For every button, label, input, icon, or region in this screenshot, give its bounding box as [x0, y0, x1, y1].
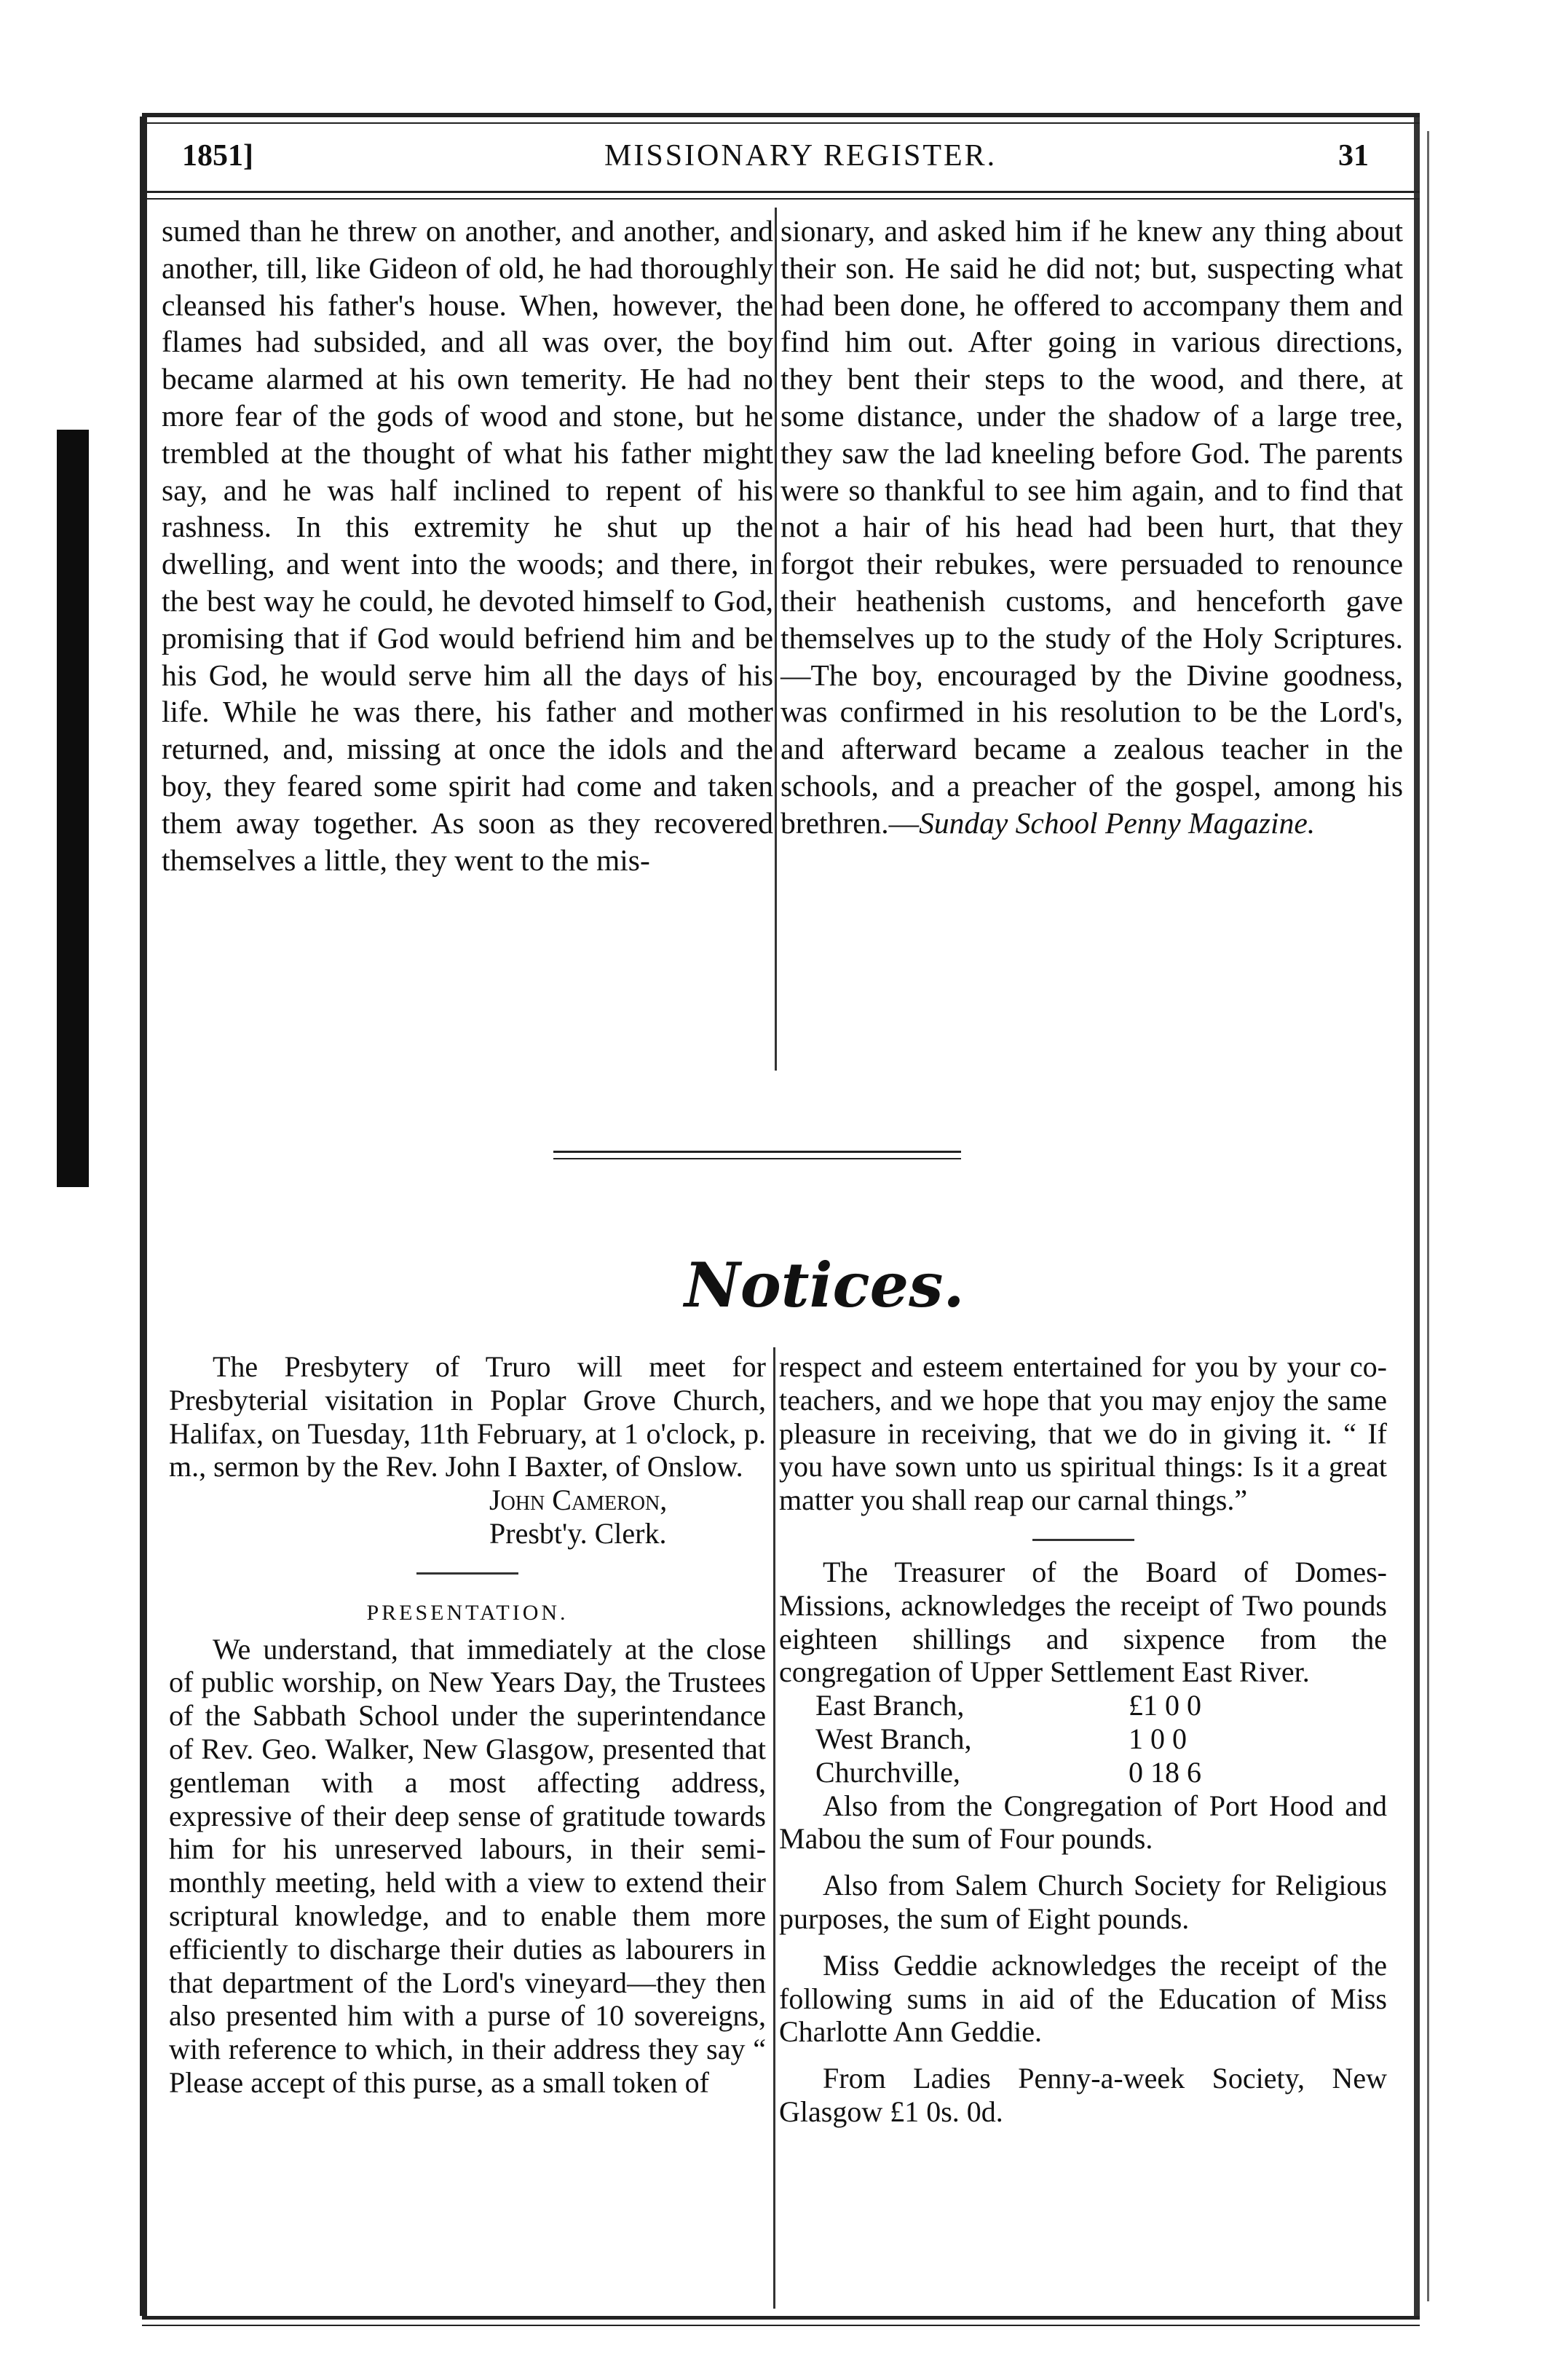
amount-value: 1 0 0 [1129, 1722, 1187, 1755]
page-frame-right-inner [1427, 131, 1429, 2301]
page-frame-left [140, 117, 147, 2316]
article-left-column [162, 213, 773, 878]
article-right-body: sionary, and asked him if he knew any thing about their son. He said he did not; but, suspecting what had been done, he offered to accompany them and find him out. After going in various directions, they bent their steps to the wood, and there, at some distance, under the shadow of a large tree, they saw the lad kneeling before God. The parents were so thankful to see him again, and to find that not a hair of his head had been hurt, that they forgot their rebukes, were persuaded to renounce their heathenish customs, and henceforth gave themselves up to the study of the Holy Scriptures.—The boy, encouraged by the Divine goodness, was confirmed in his resolution to be the Lord's, and afterward became a zealous teacher in the schools, and a preacher of the gospel, among his brethren.— [781, 214, 1403, 840]
section-rule-top [553, 1151, 961, 1153]
page-frame-right [1414, 117, 1420, 2316]
amount-row-west [779, 1722, 1387, 1756]
presbytery-signer: John Cameron, [489, 1483, 668, 1517]
treasurer-notice: The Treasurer of the Board of Domes- Missions, acknowledges the receipt of Two pounds eighteen shillings and sixpence from the congregation of Upper Settlement East River. [779, 1555, 1387, 1689]
column-divider-bottom [773, 1347, 775, 2309]
article-left-text: sumed than he threw on another, and another, and another, till, like Gideon of old, he had thoroughly cleansed his father's house. When, however, the flames had subsided, and all was over, the boy became alarmed at his own temerity. He had no more fear of the gods of wood and stone, but he trembled at the thought of what his father might say, and he was half inclined to repent of his rashness. In this extremity he shut up the dwelling, and went into the woods; and there, in the best way he could, he devoted himself to God, promising that if God would befriend him and be his God, he would serve him all the days of his life. While he was there, his father and mother returned, and, missing at once the idols and the boy, they feared some spirit had come and taken them away together. As soon as they recovered themselves a little, they went to the mis- [162, 214, 773, 877]
notices-title: Notices. [684, 1249, 965, 1321]
presentation-continuation: respect and esteem entertained for you by your co-teachers, and we hope that you may enjoy the same pleasure in receiving, that we do in giving it. “ If you have sown unto us spiritual things: Is it a great matter you shall reap our carnal things.” [779, 1350, 1387, 1517]
salem-notice: Also from Salem Church Society for Religious purposes, the sum of Eight pounds. [779, 1869, 1387, 1935]
presentation-text: We understand, that immediately at the close of public worship, on New Years Day, the Trustees of the Sabbath School under the superintendance of Rev. Geo. Walker, New Glasgow, presented that gentleman with a most affecting address, expressive of their deep sense of gratitude towards him for his unreserved labours, in their semi-monthly meeting, held with a view to extend their scriptural knowledge, and to enable them more efficiently to discharge their duties as labourers in that department of the Lord's vineyard—they then also presented him with a purse of 10 sovereigns, with reference to which, in their address they say “ Please accept of this purse, as a small token of [169, 1632, 766, 2099]
amount-name: Churchville, [815, 1755, 960, 1789]
article-source: Sunday School Penny Magazine. [919, 805, 1316, 840]
footer-rule [142, 2316, 1420, 2320]
amount-name: East Branch, [815, 1689, 965, 1722]
footer-rule-thin [142, 2325, 1420, 2326]
page-header [167, 122, 1383, 188]
presbytery-signer-role: Presbt'y. Clerk. [489, 1516, 667, 1550]
notice-separator-right [1032, 1539, 1134, 1541]
article-right-column [781, 213, 1403, 842]
notices-left-column [169, 1350, 766, 2100]
presentation-heading: PRESENTATION. [366, 1600, 569, 1625]
amount-row-east [779, 1689, 1387, 1722]
header-page-number: 31 [1338, 139, 1369, 173]
ladies-society-notice: From Ladies Penny-a-week Society, New Glasgow £1 0s. 0d. [779, 2062, 1387, 2128]
amount-value: 0 18 6 [1129, 1755, 1201, 1789]
column-divider-top [775, 208, 777, 1071]
header-bottom-rule [142, 191, 1420, 193]
header-bottom-rule-2 [142, 198, 1420, 200]
article-right-text [781, 213, 1403, 842]
amount-value: £1 0 0 [1129, 1689, 1201, 1722]
scan-edge-bar [57, 430, 89, 1187]
geddie-notice: Miss Geddie acknowledges the receipt of the following sums in aid of the Education of Miss Charlotte Ann Geddie. [779, 1948, 1387, 2049]
notices-right-column [779, 1350, 1387, 2129]
amount-row-churchville [779, 1756, 1387, 1789]
amount-name: West Branch, [815, 1722, 972, 1755]
header-title: MISSIONARY REGISTER. [604, 139, 997, 173]
presbytery-notice: The Presbytery of Truro will meet for Presbyterial visitation in Poplar Grove Church, Halifax, on Tuesday, 11th February, at 1 o'clock, p. m., sermon by the Rev. John I Baxter, of Onslow. [169, 1350, 766, 1483]
notice-separator [416, 1572, 518, 1575]
header-year: 1851] [182, 139, 253, 173]
port-hood-notice: Also from the Congregation of Port Hood and Mabou the sum of Four pounds. [779, 1789, 1387, 1856]
header-top-rule [142, 113, 1420, 117]
section-rule-bottom [553, 1158, 961, 1159]
